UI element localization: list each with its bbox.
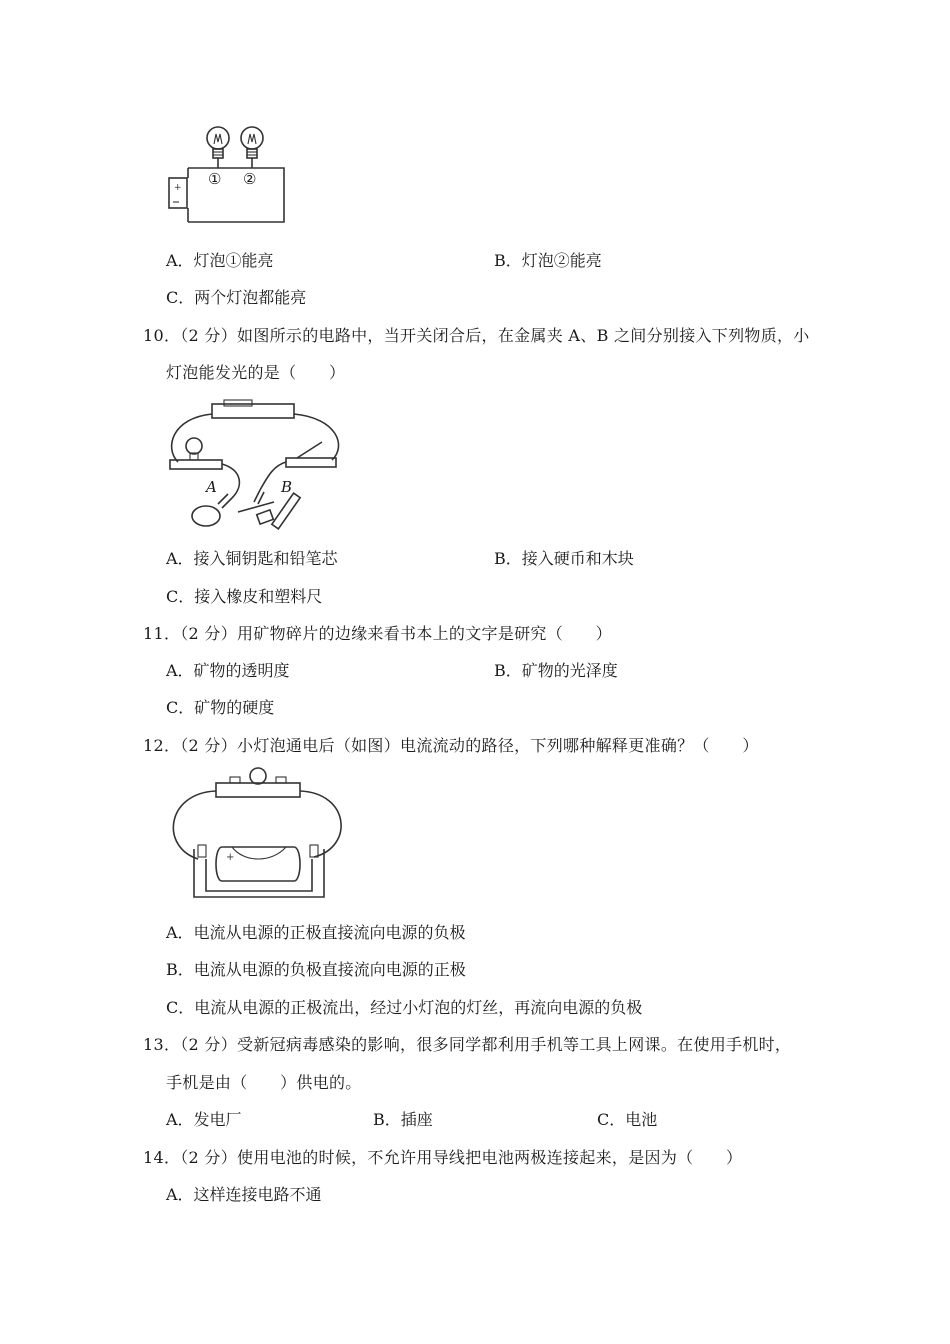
q13-option-b: B．插座 [373,1110,433,1129]
q12-option-c: C．电流从电源的正极流出，经过小灯泡的灯丝，再流向电源的负极 [166,998,643,1017]
q9-bulb-label-2: ② [243,170,257,188]
q10-option-b: B．接入硬币和木块 [494,549,634,568]
svg-text:+: + [226,852,235,863]
q10-clip-label-b: B [281,478,293,496]
q10-circuit-figure [162,398,352,533]
q9-bulb-label-1: ① [208,170,222,188]
q10-option-a: A．接入铜钥匙和铅笔芯 [166,549,338,568]
q10-stem-line1: 10．（2 分）如图所示的电路中，当开关闭合后，在金属夹 A、B 之间分别接入下列物质，小 [143,326,810,345]
q10-option-c: C．接入橡皮和塑料尺 [166,587,323,606]
q10-stem-line2: 灯泡能发光的是（ ） [166,363,346,382]
q11-option-b: B．矿物的光泽度 [494,661,618,680]
q12-option-b: B．电流从电源的负极直接流向电源的正极 [166,960,466,979]
q14-option-a: A．这样连接电路不通 [166,1185,322,1204]
q11-stem: 11．（2 分）用矿物碎片的边缘来看书本上的文字是研究（ ） [143,624,612,643]
q12-option-a: A．电流从电源的正极直接流向电源的负极 [166,923,466,942]
q13-option-c: C．电池 [597,1110,658,1129]
q9-option-c: C．两个灯泡都能亮 [166,288,307,307]
q14-stem: 14．（2 分）使用电池的时候，不允许用导线把电池两极连接起来，是因为（ ） [143,1148,743,1167]
q9-option-b: B．灯泡②能亮 [494,251,602,270]
svg-text:+: + [174,183,182,193]
q9-option-a: A．灯泡①能亮 [166,251,274,270]
q9-circuit-figure [160,120,300,230]
q12-stem: 12．（2 分）小灯泡通电后（如图）电流流动的路径，下列哪种解释更准确？（ ） [143,736,759,755]
q12-circuit-figure [164,767,354,907]
q13-option-a: A．发电厂 [166,1110,242,1129]
q11-option-a: A．矿物的透明度 [166,661,290,680]
q13-stem-line2: 手机是由（ ）供电的。 [166,1073,362,1092]
q11-option-c: C．矿物的硬度 [166,698,275,717]
q13-stem-line1: 13．（2 分）受新冠病毒感染的影响，很多同学都利用手机等工具上网课。在使用手机时， [143,1035,792,1054]
q10-clip-label-a: A [206,478,217,496]
